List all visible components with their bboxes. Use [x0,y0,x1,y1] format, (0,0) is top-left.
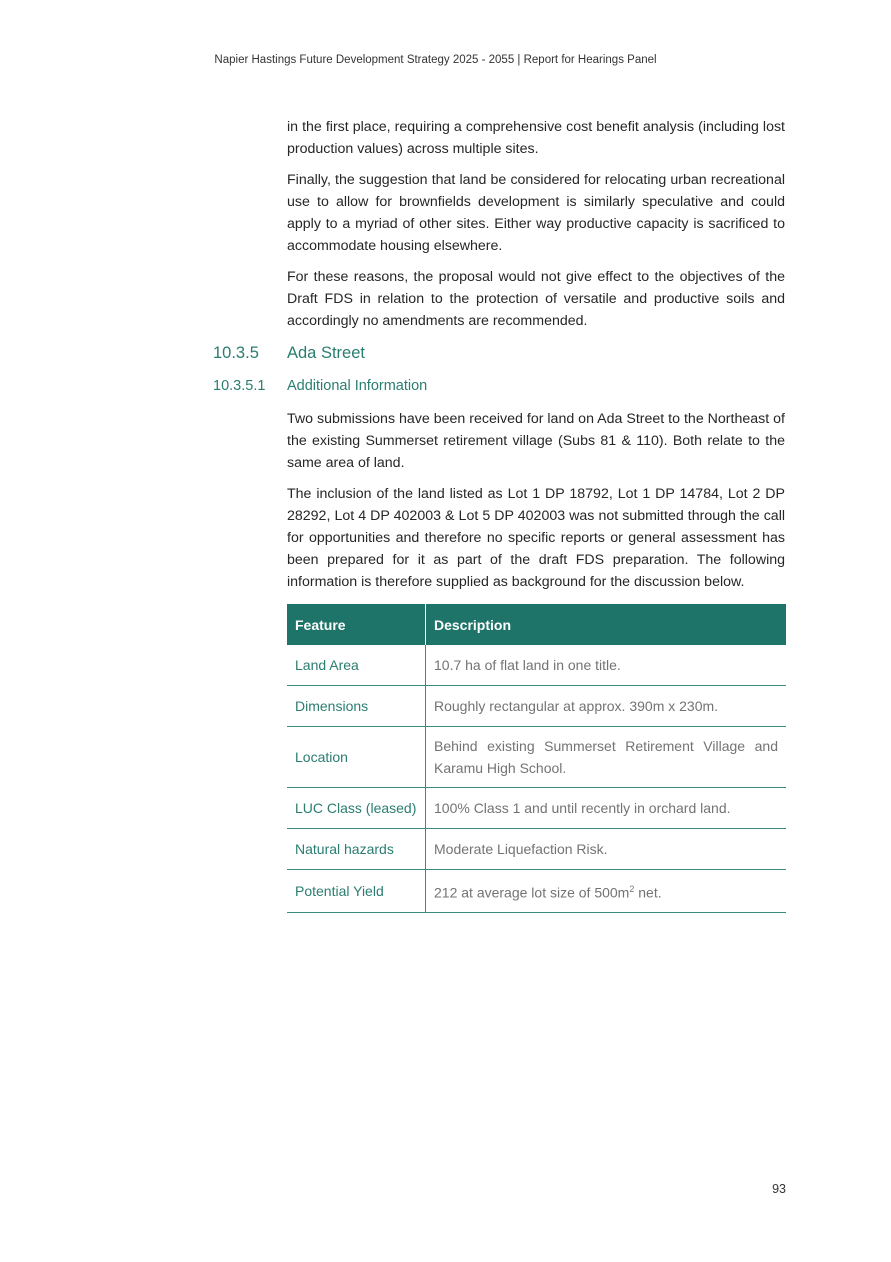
feature-cell: Potential Yield [287,870,426,913]
body-paragraph: in the first place, requiring a comprehensive cost benefit analysis (including lost production values) across multiple sites. [287,119,785,157]
subsection-title: Additional Information [287,378,428,394]
feature-cell: Natural hazards [287,829,426,870]
section-text-block [287,408,785,602]
table-row [287,645,786,686]
description-cell: 100% Class 1 and until recently in orchard land. [426,788,787,829]
table-row [287,788,786,829]
feature-cell: Location [287,727,426,788]
area-unit-superscript: 2 [629,884,635,894]
feature-cell: Land Area [287,645,426,686]
body-paragraph: For these reasons, the proposal would not give effect to the objectives of the Draft FDS in relation to the protection of versatile and productive soils and accordingly no amendments are recommended. [287,269,785,329]
body-paragraph: Finally, the suggestion that land be considered for relocating urban recreational use to allow for brownfields development is similarly speculative and could apply to a myriad of other sites. Either way productive capacity is sacrificed to accommodate housing elsewhere. [287,172,785,254]
body-paragraph: Two submissions have been received for land on Ada Street to the Northeast of the existing Summerset retirement village (Subs 81 & 110). Both relate to the same area of land. [287,411,785,471]
feature-cell: Dimensions [287,686,426,727]
table-header-row [287,604,786,645]
table-row [287,686,786,727]
page-header: Napier Hastings Future Development Strategy 2025 - 2055 | Report for Hearings Panel [214,54,657,66]
page-number: 93 [772,1182,786,1196]
feature-cell: LUC Class (leased) [287,788,426,829]
section-title: Ada Street [287,344,365,362]
description-cell [426,870,787,913]
yield-text: 212 at average lot size of 500m [434,884,630,901]
intro-text-block [287,116,785,341]
description-cell: Roughly rectangular at approx. 390m x 230m. [426,686,787,727]
table-header-description: Description [426,604,787,645]
table-row [287,870,786,913]
table-header-feature: Feature [287,604,426,645]
section-number: 10.3.5 [213,344,259,362]
description-cell: Moderate Liquefaction Risk. [426,829,787,870]
table-row [287,829,786,870]
table-row [287,727,786,788]
subsection-number: 10.3.5.1 [213,378,266,394]
description-cell: 10.7 ha of flat land in one title. [426,645,787,686]
feature-table [287,604,786,913]
yield-suffix: net. [634,884,662,901]
body-paragraph: The inclusion of the land listed as Lot 1 DP 18792, Lot 1 DP 14784, Lot 2 DP 28292, Lot 4 DP 402003 & Lot 5 DP 402003 was not submitted through the call for opportunities and therefore no specific reports or general assessment has been prepared for it as part of the draft FDS preparation. The following information is therefore supplied as background for the discussion below. [287,486,785,590]
description-cell: Behind existing Summerset Retirement Village and Karamu High School. [426,727,787,788]
